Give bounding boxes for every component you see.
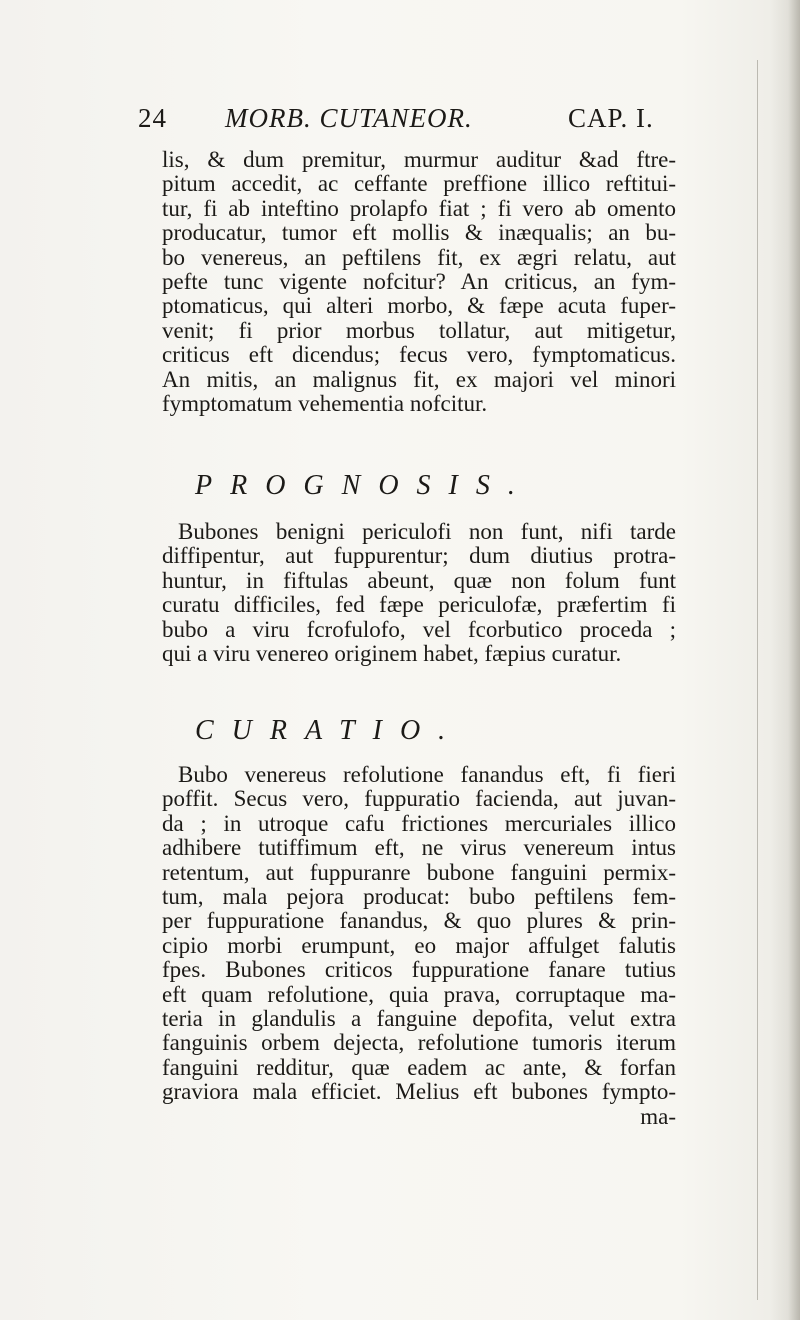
text-line: cipio morbi erumpunt, eo major affulget falutis — [162, 932, 676, 958]
running-head-title: MORB. CUTANEOR. — [225, 103, 473, 133]
text-line: fanguini redditur, quæ eadem ac ante, & forfan — [162, 1054, 676, 1080]
text-line: qui a viru venereo originem habet, fæpius curatur. — [162, 641, 622, 667]
text-line: An mitis, an malignus fit, ex majori vel minori — [162, 366, 676, 392]
text-line: da ; in utroque cafu frictiones mercuriales illico — [162, 810, 676, 836]
text-line: pitum accedit, ac ceffante preffione illico reftitui- — [162, 171, 676, 197]
text-line: bubo a viru fcrofulofo, vel fcorbutico proceda ; — [162, 616, 676, 642]
text-line: pefte tunc vigente nofcitur? An criticus, an fym- — [162, 269, 676, 295]
text-line: criticus eft dicendus; fecus vero, fymptomaticus. — [162, 342, 676, 368]
page-edge-shadow — [770, 0, 800, 1320]
text-line: poffit. Secus vero, fuppuratio facienda, aut juvan- — [162, 786, 676, 812]
section-heading-curatio: CURATIO. — [195, 715, 464, 746]
text-line: huntur, in fiftulas abeunt, quæ non folum funt — [162, 567, 676, 593]
text-line: tur, fi ab inteftino prolapfo fiat ; fi vero ab omento — [162, 195, 676, 221]
text-line: adhibere tutiffimum eft, ne virus venereum intus — [162, 835, 676, 861]
running-head-chapter: CAP. I. — [568, 103, 654, 133]
text-line: curatu difficiles, fed fæpe periculofæ, præfertim fi — [162, 592, 676, 618]
paragraph-diagnosis — [162, 148, 676, 416]
text-line: fanguinis orbem dejecta, refolutione tumoris iterum — [162, 1030, 676, 1056]
text-line: tum, mala pejora producat: bubo peftilens fem- — [162, 884, 676, 910]
text-line: retentum, aut fuppuranre bubone fanguini permix- — [162, 859, 676, 885]
text-line: Bubo venereus refolutione fanandus eft, fi fieri — [178, 762, 676, 787]
text-line: diffipentur, aut fuppurentur; dum diutius protra- — [162, 543, 676, 569]
page-number: 24 — [138, 103, 167, 133]
paragraph-curatio — [162, 763, 676, 1129]
page-edge-line — [757, 60, 758, 1300]
text-line: producatur, tumor eft mollis & inæqualis; an bu- — [162, 220, 676, 246]
text-line: eft quam refolutione, quia prava, corruptaque ma- — [162, 981, 676, 1007]
text-line: teria in glandulis a fanguine depofita, velut extra — [162, 1006, 676, 1032]
text-line: Bubones benigni periculofi non funt, nifi tarde — [178, 519, 676, 544]
text-line: bo venereus, an peftilens fit, ex ægri relatu, aut — [162, 244, 676, 270]
text-line: fpes. Bubones criticos fuppuratione fanare tutius — [162, 957, 676, 983]
text-line: graviora mala efficiet. Melius eft bubones fympto- — [162, 1079, 676, 1105]
paragraph-prognosis — [162, 520, 676, 666]
running-head — [138, 103, 738, 143]
text-line: lis, & dum premitur, murmur auditur &ad ftre- — [162, 147, 676, 172]
text-line: per fuppuratione fanandus, & quo plures & prin- — [162, 908, 676, 934]
catchword: ma- — [640, 1103, 676, 1129]
text-line: ptomaticus, qui alteri morbo, & fæpe acuta fuper- — [162, 293, 676, 319]
section-heading-prognosis: PROGNOSIS. — [195, 470, 533, 501]
text-line: fymptomatum vehementia nofcitur. — [162, 391, 488, 417]
text-line: venit; fi prior morbus tollatur, aut mitigetur, — [162, 317, 676, 343]
